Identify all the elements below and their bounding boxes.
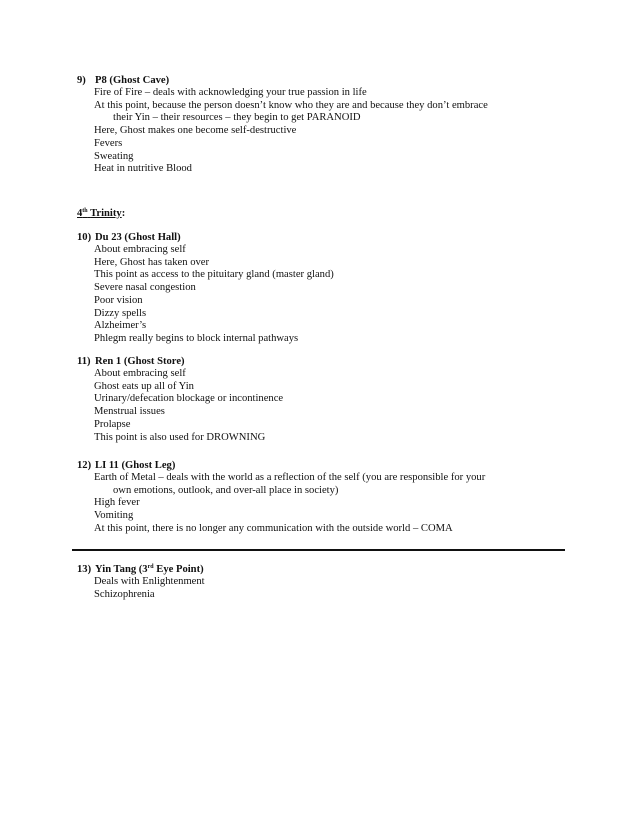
note-line-continued: own emotions, outlook, and over-all place in society) — [113, 484, 339, 496]
note-line: Heat in nutritive Blood — [94, 163, 192, 175]
section-number: 9) — [77, 75, 86, 86]
note-line: Fevers — [94, 137, 123, 149]
note-line: Vomiting — [94, 510, 134, 522]
note-line: Here, Ghost has taken over — [94, 256, 210, 268]
trinity-label: Trinity — [90, 208, 122, 219]
section-number: 10) — [77, 232, 92, 243]
section-lines — [94, 472, 485, 536]
note-line: Dizzy spells — [94, 307, 147, 319]
section-number: 11) — [77, 356, 91, 367]
note-line: Severe nasal congestion — [94, 282, 196, 294]
section-heading — [77, 231, 334, 244]
note-line: Ghost eats up all of Yin — [94, 380, 194, 392]
section-title: LI 11 (Ghost Leg) — [95, 460, 176, 471]
note-line: Alzheimer’s — [94, 320, 147, 332]
section-title-superscript: rd — [147, 564, 154, 570]
section-heading — [77, 355, 283, 368]
trinity-colon: : — [121, 208, 126, 219]
note-line: Schizophrenia — [94, 588, 155, 600]
section-lines — [94, 368, 283, 444]
note-line: Prolapse — [94, 418, 131, 430]
note-line: This point is also used for DROWNING — [94, 431, 266, 443]
note-line: Fire of Fire – deals with acknowledging your true passion in life — [94, 87, 367, 98]
section-li11 — [77, 459, 485, 536]
section-heading — [77, 563, 205, 576]
section-lines — [94, 87, 488, 176]
note-line: Deals with Enlightenment — [94, 576, 205, 587]
note-line: At this point, because the person doesn’t know who they are and because they don’t embrace — [94, 99, 488, 111]
note-line: High fever — [94, 497, 140, 509]
note-line: At this point, there is no longer any communication with the outside world – COMA — [94, 522, 453, 534]
section-ren1 — [77, 355, 283, 444]
horizontal-divider — [72, 549, 565, 551]
trinity-ordinal: 4 — [77, 208, 83, 219]
section-title: Ren 1 (Ghost Store) — [95, 356, 185, 367]
section-du23 — [77, 231, 334, 346]
section-number: 13) — [77, 564, 92, 575]
section-title: P8 (Ghost Cave) — [95, 75, 170, 86]
note-line: Phlegm really begins to block internal pathways — [94, 332, 299, 344]
trinity-heading — [77, 208, 125, 219]
note-line: Urinary/defecation blockage or incontinence — [94, 393, 284, 405]
note-line: About embracing self — [94, 368, 186, 379]
section-p8 — [77, 74, 488, 176]
section-number: 12) — [77, 460, 92, 471]
note-line: Menstrual issues — [94, 406, 165, 418]
section-lines — [94, 244, 334, 346]
section-title-end: Eye Point) — [153, 564, 204, 575]
note-line: Poor vision — [94, 294, 143, 306]
note-line: Earth of Metal – deals with the world as a reflection of the self (you are responsible for your — [94, 472, 486, 483]
trinity-ordinal-suffix: th — [82, 208, 88, 214]
note-line-continued: their Yin – their resources – they begin to get PARANOID — [113, 112, 361, 124]
section-title-start: Yin Tang (3 — [95, 564, 148, 575]
section-title: Du 23 (Ghost Hall) — [95, 232, 181, 243]
note-line: Here, Ghost makes one become self-destructive — [94, 125, 297, 137]
note-line: This point as access to the pituitary gland (master gland) — [94, 269, 334, 281]
note-line: Sweating — [94, 150, 134, 162]
section-lines — [94, 576, 205, 601]
section-heading — [77, 74, 488, 87]
section-yintang — [77, 563, 205, 601]
section-heading — [77, 459, 485, 472]
note-line: About embracing self — [94, 244, 186, 255]
